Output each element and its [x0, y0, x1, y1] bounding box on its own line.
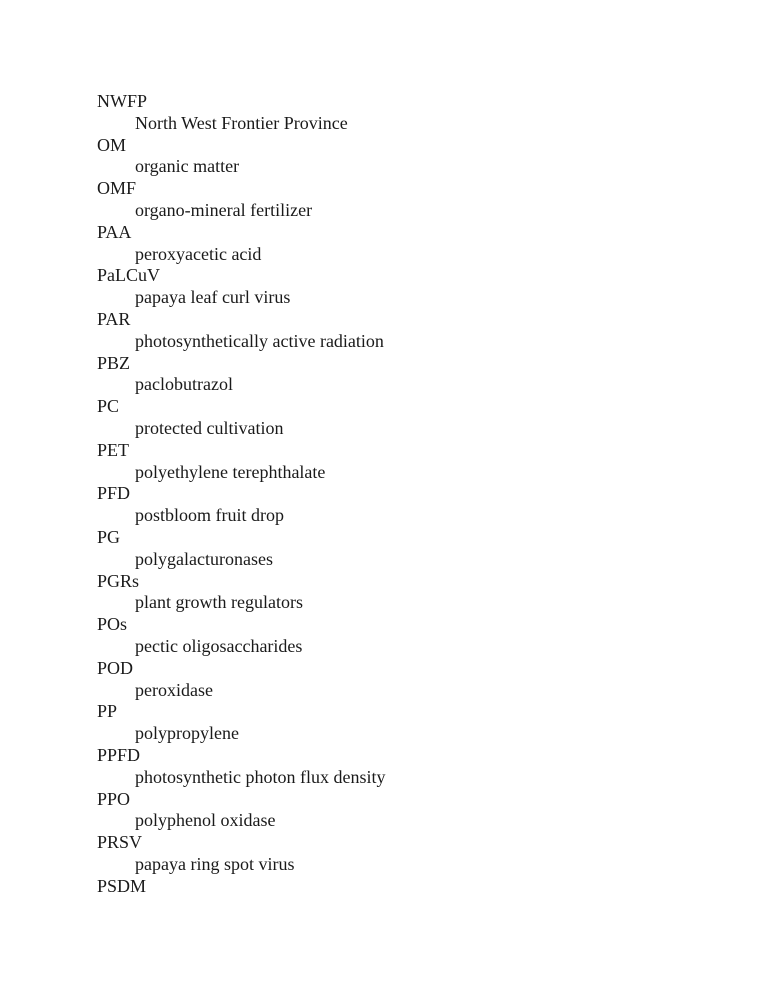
- abbreviation-term: PET: [97, 439, 130, 460]
- abbreviation-definition: plant growth regulators: [135, 592, 303, 613]
- abbreviation-definition: paclobutrazol: [135, 374, 233, 395]
- abbreviation-term: PG: [97, 526, 121, 547]
- abbreviation-definition: peroxidase: [135, 679, 213, 700]
- abbreviation-term: PPFD: [97, 744, 141, 765]
- abbreviation-term: OM: [97, 134, 127, 155]
- abbreviation-term: PBZ: [97, 352, 131, 373]
- abbreviation-definition: postbloom fruit drop: [135, 505, 284, 526]
- abbreviation-term: PC: [97, 396, 120, 417]
- abbreviation-definition: organic matter: [135, 156, 240, 177]
- abbreviation-term: POD: [97, 657, 134, 678]
- abbreviation-definition: photosynthetic photon flux density: [135, 766, 386, 787]
- abbreviation-definition: polyphenol oxidase: [135, 810, 276, 831]
- abbreviation-definition: North West Frontier Province: [135, 112, 348, 133]
- abbreviation-definition: organo-mineral fertilizer: [135, 199, 313, 220]
- abbreviation-definition: polygalacturonases: [135, 548, 273, 569]
- abbreviation-term: PaLCuV: [97, 265, 160, 286]
- abbreviation-definition: polyethylene terephthalate: [135, 461, 326, 482]
- abbreviation-term: PRSV: [97, 832, 143, 853]
- abbreviation-term: PGRs: [97, 570, 140, 591]
- abbreviation-definition: photosynthetically active radiation: [135, 330, 384, 351]
- abbreviation-term: PFD: [97, 483, 131, 504]
- abbreviation-term: OMF: [97, 178, 137, 199]
- abbreviation-list: [97, 91, 385, 897]
- abbreviation-term: PPO: [97, 788, 131, 809]
- abbreviation-definition: papaya leaf curl virus: [135, 287, 291, 308]
- abbreviation-term: PP: [97, 701, 118, 722]
- abbreviation-term: POs: [97, 614, 128, 635]
- abbreviation-term: NWFP: [97, 91, 148, 111]
- abbreviation-definition: peroxyacetic acid: [135, 243, 262, 264]
- abbreviation-definition: papaya ring spot virus: [135, 853, 295, 874]
- abbreviation-term: PSDM: [97, 875, 147, 896]
- abbreviation-definition: pectic oligosaccharides: [135, 635, 303, 656]
- abbreviation-term: PAA: [97, 221, 132, 242]
- abbreviation-definition: protected cultivation: [135, 417, 284, 438]
- abbreviation-term: PAR: [97, 308, 131, 329]
- abbreviation-definition: polypropylene: [135, 723, 239, 744]
